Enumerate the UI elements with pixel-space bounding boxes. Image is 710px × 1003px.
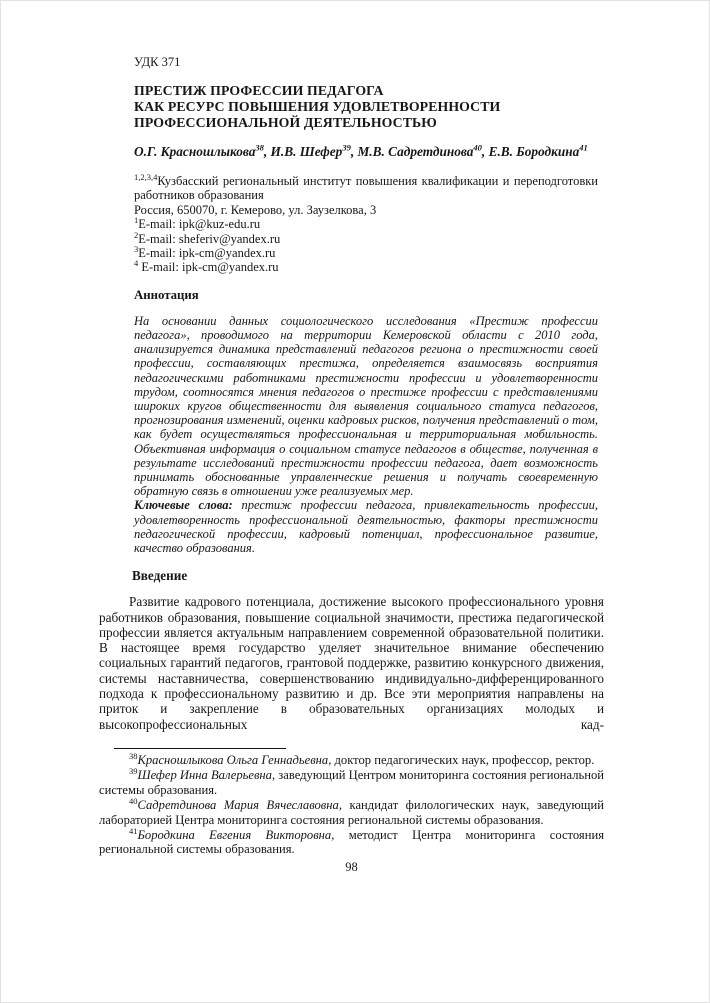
address-line: Россия, 650070, г. Кемерово, ул. Заузелкова, 3 <box>134 202 377 217</box>
article-title-line: ПРЕСТИЖ ПРОФЕССИИ ПЕДАГОГА <box>134 83 384 98</box>
article-title-line: КАК РЕСУРС ПОВЫШЕНИЯ УДОВЛЕТВОРЕННОСТИ <box>134 99 501 114</box>
section-heading-introduction: Введение <box>132 568 188 584</box>
footnote-number: 41 <box>129 825 138 836</box>
abstract-block <box>134 314 598 555</box>
email-footnote-ref: 3 <box>134 243 139 254</box>
author-name: М.В. Садретдинова <box>357 144 474 159</box>
abstract-text: На основании данных социологического исследования «Престиж профессии педагога», проводимого на территории Кемеровской области с 2010 года, анализируется динамика представлений педагогов региона о престижности своей профессии, составляющих престижа, определяется взаимосвязь восприятия педагогическими работниками престижности профессии и удовлетворенности трудом, соотносятся мнения педагогов о престиже профессии с представлениями широких кругов общественности для выявления социального статуса педагогов, прогнозирования изменений, оценки кадровых рисков, получения представлений о том, как будет осуществляться профессиональная и территориальная мобильность. Объективная информация о социальном статусе педагогов в обществе, полученная в результате исследований престижности профессии педагога, дает возможность принимать обоснованные управленческие решения и получать своевременную обратную связь в отношении уже реализуемых мер. <box>134 313 598 499</box>
email-line <box>134 217 598 231</box>
author-separator: , <box>263 144 271 159</box>
introduction-paragraph: Развитие кадрового потенциала, достижение высокого профессионального уровня работников образования, повышение социальной значимости, престижа педагогической профессии является актуальным направлением современной образовательной политики. В настоящее время государство уделяет значительное внимание обеспечению социальных гарантий педагогов, грантовой поддержке, развитию конкурсного движения, системы наставничества, совершенствованию индивидуально-дифференцированного подхода к профессиональному развитию и др. Все эти мероприятия направлены на приток и закрепление в образовательных организациях молодых и высокопрофессиональных кад- <box>99 594 604 732</box>
email-line <box>134 243 598 261</box>
footnote-number: 39 <box>129 765 138 776</box>
footnote-author: Бородкина Евгения Викторовна, <box>137 827 335 842</box>
footnote-number: 38 <box>129 750 138 761</box>
footnote-description: методист Центра мониторинга состояния региональной системы образования. <box>99 827 604 857</box>
footnotes-block <box>99 750 604 857</box>
author-name: Е.В. Бородкина <box>488 144 580 159</box>
footnote <box>99 750 604 768</box>
author-footnote-ref: 41 <box>579 142 588 153</box>
affiliation-institute: Кузбасский региональный институт повышения квалификации и переподготовки работников образования <box>134 174 598 203</box>
udc-code: УДК 371 <box>134 55 181 69</box>
email-line <box>134 229 598 246</box>
author-separator: , <box>350 144 358 159</box>
affiliation <box>134 171 598 203</box>
footnote-separator <box>114 748 286 749</box>
email-footnote-ref: 4 <box>134 258 139 269</box>
keywords-text: престиж профессии педагога, привлекательность профессии, удовлетворенность профессиональной деятельностью, факторы престижности педагогической профессии, кадровый потенциал, профессиональное развитие, качество образования. <box>134 498 598 556</box>
footnote-author: Шефер Инна Валерьевна, <box>137 767 276 782</box>
author-footnote-ref: 40 <box>473 142 482 153</box>
footnote-description: доктор педагогических наук, профессор, ректор. <box>331 752 595 767</box>
author-name: О.Г. Красношлыкова <box>134 144 256 159</box>
footnote-description: заведующий Центром мониторинга состояния региональной системы образования. <box>99 767 604 797</box>
author-footnote-ref: 39 <box>342 142 351 153</box>
email-footnote-ref: 2 <box>134 229 139 240</box>
article-title <box>134 83 598 131</box>
email-text: E-mail: sheferiv@yandex.ru <box>138 231 281 246</box>
email-text: E-mail: ipk@kuz-edu.ru <box>138 217 261 232</box>
author-footnote-ref: 38 <box>255 142 264 153</box>
article-title-line: ПРОФЕССИОНАЛЬНОЙ ДЕЯТЕЛЬНОСТЬЮ <box>134 115 437 130</box>
page-number: 98 <box>345 860 358 875</box>
footnote <box>99 765 604 798</box>
keywords-paragraph <box>134 498 598 555</box>
email-footnote-ref: 1 <box>134 215 139 226</box>
author-name: И.В. Шефер <box>270 144 343 159</box>
top-matter <box>134 55 598 555</box>
authors-line <box>134 144 598 160</box>
footnote-author: Красношлыкова Ольга Геннадьевна, <box>137 752 332 767</box>
affiliation-footnote-refs: 1,2,3,4 <box>134 171 158 182</box>
author-separator: , <box>481 144 489 159</box>
footnote <box>99 825 604 858</box>
email-text: E-mail: ipk-cm@yandex.ru <box>138 246 276 261</box>
email-text: E-mail: ipk-cm@yandex.ru <box>138 260 279 275</box>
footnote-description: кандидат филологических наук, заведующий лабораторией Центра мониторинга состояния региональной системы образования. <box>99 797 604 827</box>
footnote-number: 40 <box>129 795 138 806</box>
email-line <box>134 260 598 274</box>
footnote-author: Садретдинова Мария Вячеславовна, <box>137 797 342 812</box>
footnote <box>99 795 604 828</box>
keywords-label: Ключевые слова: <box>134 498 233 513</box>
abstract-heading: Аннотация <box>134 287 199 302</box>
main-text-column <box>99 568 604 874</box>
